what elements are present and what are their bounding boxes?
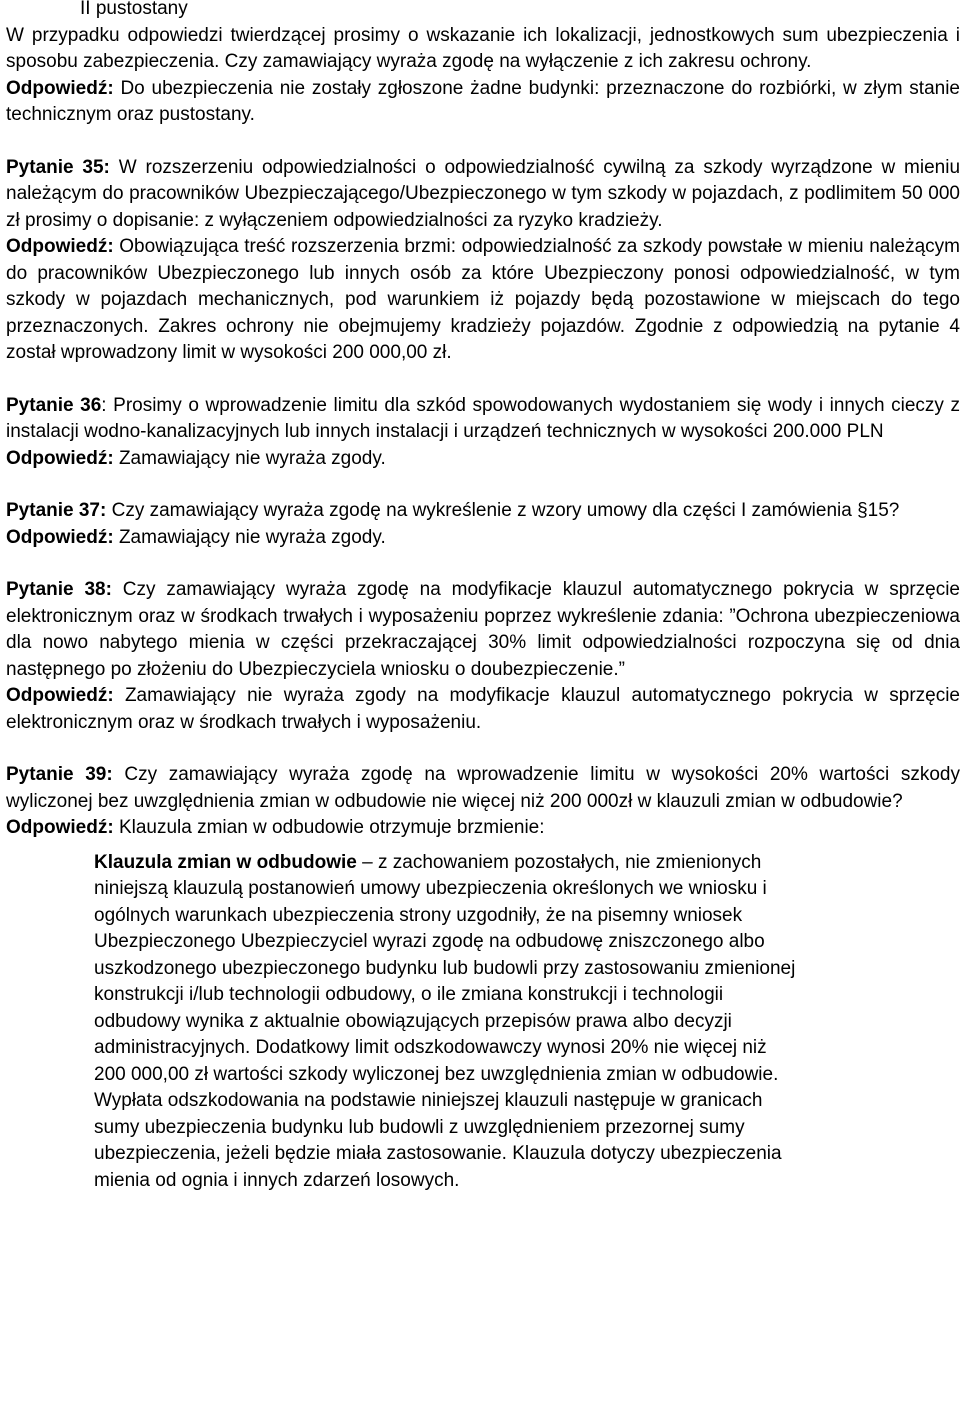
question-label: Pytanie 38: (6, 579, 112, 600)
question-39 (6, 762, 960, 815)
question-text: Czy zamawiający wyraża zgodę na modyfikacje klauzul automatycznego pokrycia w sprzęcie elektronicznym oraz w środkach trwałych i wyposażeniu poprzez wykreślenie zdania: ”Ochrona ubezpieczeniowa dla nowo nabytego mienia w części przekraczającej 30% limit odpowiedzialności rozpoczyna się od dnia następnego po złożeniu do Ubezpieczyciela wniosku o doubezpieczenie.” (6, 579, 960, 680)
clause-line (94, 850, 924, 877)
spacer (6, 129, 960, 155)
answer-label: Odpowiedź: (6, 526, 114, 548)
answer-39 (6, 815, 960, 842)
question-text: : Prosimy o wprowadzenie limitu dla szkód spowodowanych wydostaniem się wody i innych cieczy z instalacji wodno-kanalizacyjnych lub innych instalacji i urządzeń technicznych w wysokości 200.000 PLN (6, 394, 960, 442)
intro-answer (6, 76, 960, 129)
question-text: Czy zamawiający wyraża zgodę na wprowadzenie limitu w wysokości 20% wartości szkody wyliczonej bez uwzględnienia zmian w odbudowie nie więcej niż 200 000zł w klauzuli zmian w odbudowie? (6, 764, 960, 812)
question-37 (6, 498, 960, 525)
answer-37 (6, 525, 960, 552)
answer-text: Zamawiający nie wyraża zgody. (118, 526, 386, 548)
answer-text: Obowiązująca treść rozszerzenia brzmi: odpowiedzialność za szkody powstałe w mieniu należącym do pracowników Ubezpieczonego lub innych osób za które Ubezpieczony ponosi odpowiedzialność, w tym szkody w pojazdach mechanicznych, pod warunkiem iż pojazdy będą pozostawione w miejscach do tego przeznaczonych. Zakres ochrony nie obejmujemy kradzieży pojazdów. Zgodnie z odpowiedzią na pytanie 4 został wprowadzony limit w wysokości 200 000,00 zł. (6, 236, 960, 363)
question-label: Pytanie 36 (6, 394, 102, 416)
clause-line: niniejszą klauzulą postanowień umowy ubezpieczenia określonych we wniosku i (94, 878, 767, 899)
answer-label: Odpowiedź: (6, 77, 114, 99)
clause-line: mienia od ognia i innych zdarzeń losowych. (94, 1169, 460, 1191)
clause-line: ogólnych warunkach ubezpieczenia strony uzgodniły, że na pisemny wniosek (94, 904, 743, 926)
answer-text: Zamawiający nie wyraża zgody. (118, 447, 386, 469)
spacer (6, 551, 960, 577)
intro-question: W przypadku odpowiedzi twierdzącej prosimy o wskazanie ich lokalizacji, jednostkowych sum ubezpieczenia i sposobu zabezpieczenia. Czy zamawiający wyraża zgodę na wyłączenie z ich zakresu ochrony. (6, 24, 960, 72)
answer-label: Odpowiedź: (6, 817, 114, 838)
answer-label: Odpowiedź: (6, 685, 114, 706)
question-35 (6, 155, 960, 235)
question-36 (6, 393, 960, 446)
answer-35 (6, 234, 960, 367)
spacer (6, 367, 960, 393)
clause-line: ubezpieczenia, jeżeli będzie miała zastosowanie. Klauzula dotyczy ubezpieczenia (94, 1143, 782, 1164)
spacer (6, 472, 960, 498)
answer-label: Odpowiedź: (6, 236, 114, 257)
clause-line: odbudowy wynika z aktualnie obowiązujących przepisów prawa albo decyzji (94, 1010, 732, 1032)
document-page (6, 0, 960, 1194)
answer-38 (6, 683, 960, 736)
answer-text: Do ubezpieczenia nie zostały zgłoszone żadne budynki: przeznaczone do rozbiórki, w złym stanie technicznym oraz pustostany. (6, 77, 960, 125)
clause-line: sumy ubezpieczenia budynku lub budowli z uwzględnieniem przezornej sumy (94, 1116, 745, 1138)
question-text: W rozszerzeniu odpowiedzialności o odpowiedzialność cywilną za szkody wyrządzone w mieniu należącym do pracowników Ubezpieczającego/Ubezpieczonego w tym szkody w pojazdach, z podlimitem 50 000 zł prosimy o dopisanie: z wyłączeniem odpowiedzialności za ryzyko kradzieży. (6, 156, 960, 231)
answer-text: Klauzula zmian w odbudowie otrzymuje brzmienie: (118, 817, 545, 838)
clause-line: uszkodzonego ubezpieczonego budynku lub budowli przy zastosowaniu zmienionej (94, 957, 796, 979)
question-label: Pytanie 37: (6, 500, 107, 521)
answer-text: Zamawiający nie wyraża zgody na modyfikacje klauzul automatycznego pokrycia w sprzęcie elektronicznym oraz w środkach trwałych i wyposażeniu. (6, 685, 960, 733)
answer-36 (6, 446, 960, 473)
clause-line: Wypłata odszkodowania na podstawie niniejszej klauzuli następuje w granicach (94, 1090, 763, 1111)
spacer (6, 736, 960, 762)
clause-text: – z zachowaniem pozostałych, nie zmienionych (356, 851, 762, 873)
clause-block (6, 850, 924, 1195)
clause-title: Klauzula zmian w odbudowie (94, 851, 357, 873)
clause-line: 200 000,00 zł wartości szkody wyliczonej bez uwzględnienia zmian w odbudowie. (94, 1063, 779, 1085)
clause-line: konstrukcji i/lub technologii odbudowy, o ile zmiana konstrukcji i technologii (94, 984, 724, 1005)
question-label: Pytanie 39: (6, 764, 113, 785)
clause-line: administracyjnych. Dodatkowy limit odszkodowawczy wynosi 20% nie więcej niż (94, 1037, 767, 1058)
question-38 (6, 577, 960, 683)
clause-line: Ubezpieczonego Ubezpieczyciel wyrazi zgodę na odbudowę zniszczonego albo (94, 931, 765, 952)
question-label: Pytanie 35: (6, 156, 110, 178)
answer-label: Odpowiedź: (6, 447, 114, 469)
intro-heading: II pustostany (80, 0, 188, 19)
question-text: Czy zamawiający wyraża zgodę na wykreślenie z wzory umowy dla części I zamówienia §15? (111, 500, 900, 521)
